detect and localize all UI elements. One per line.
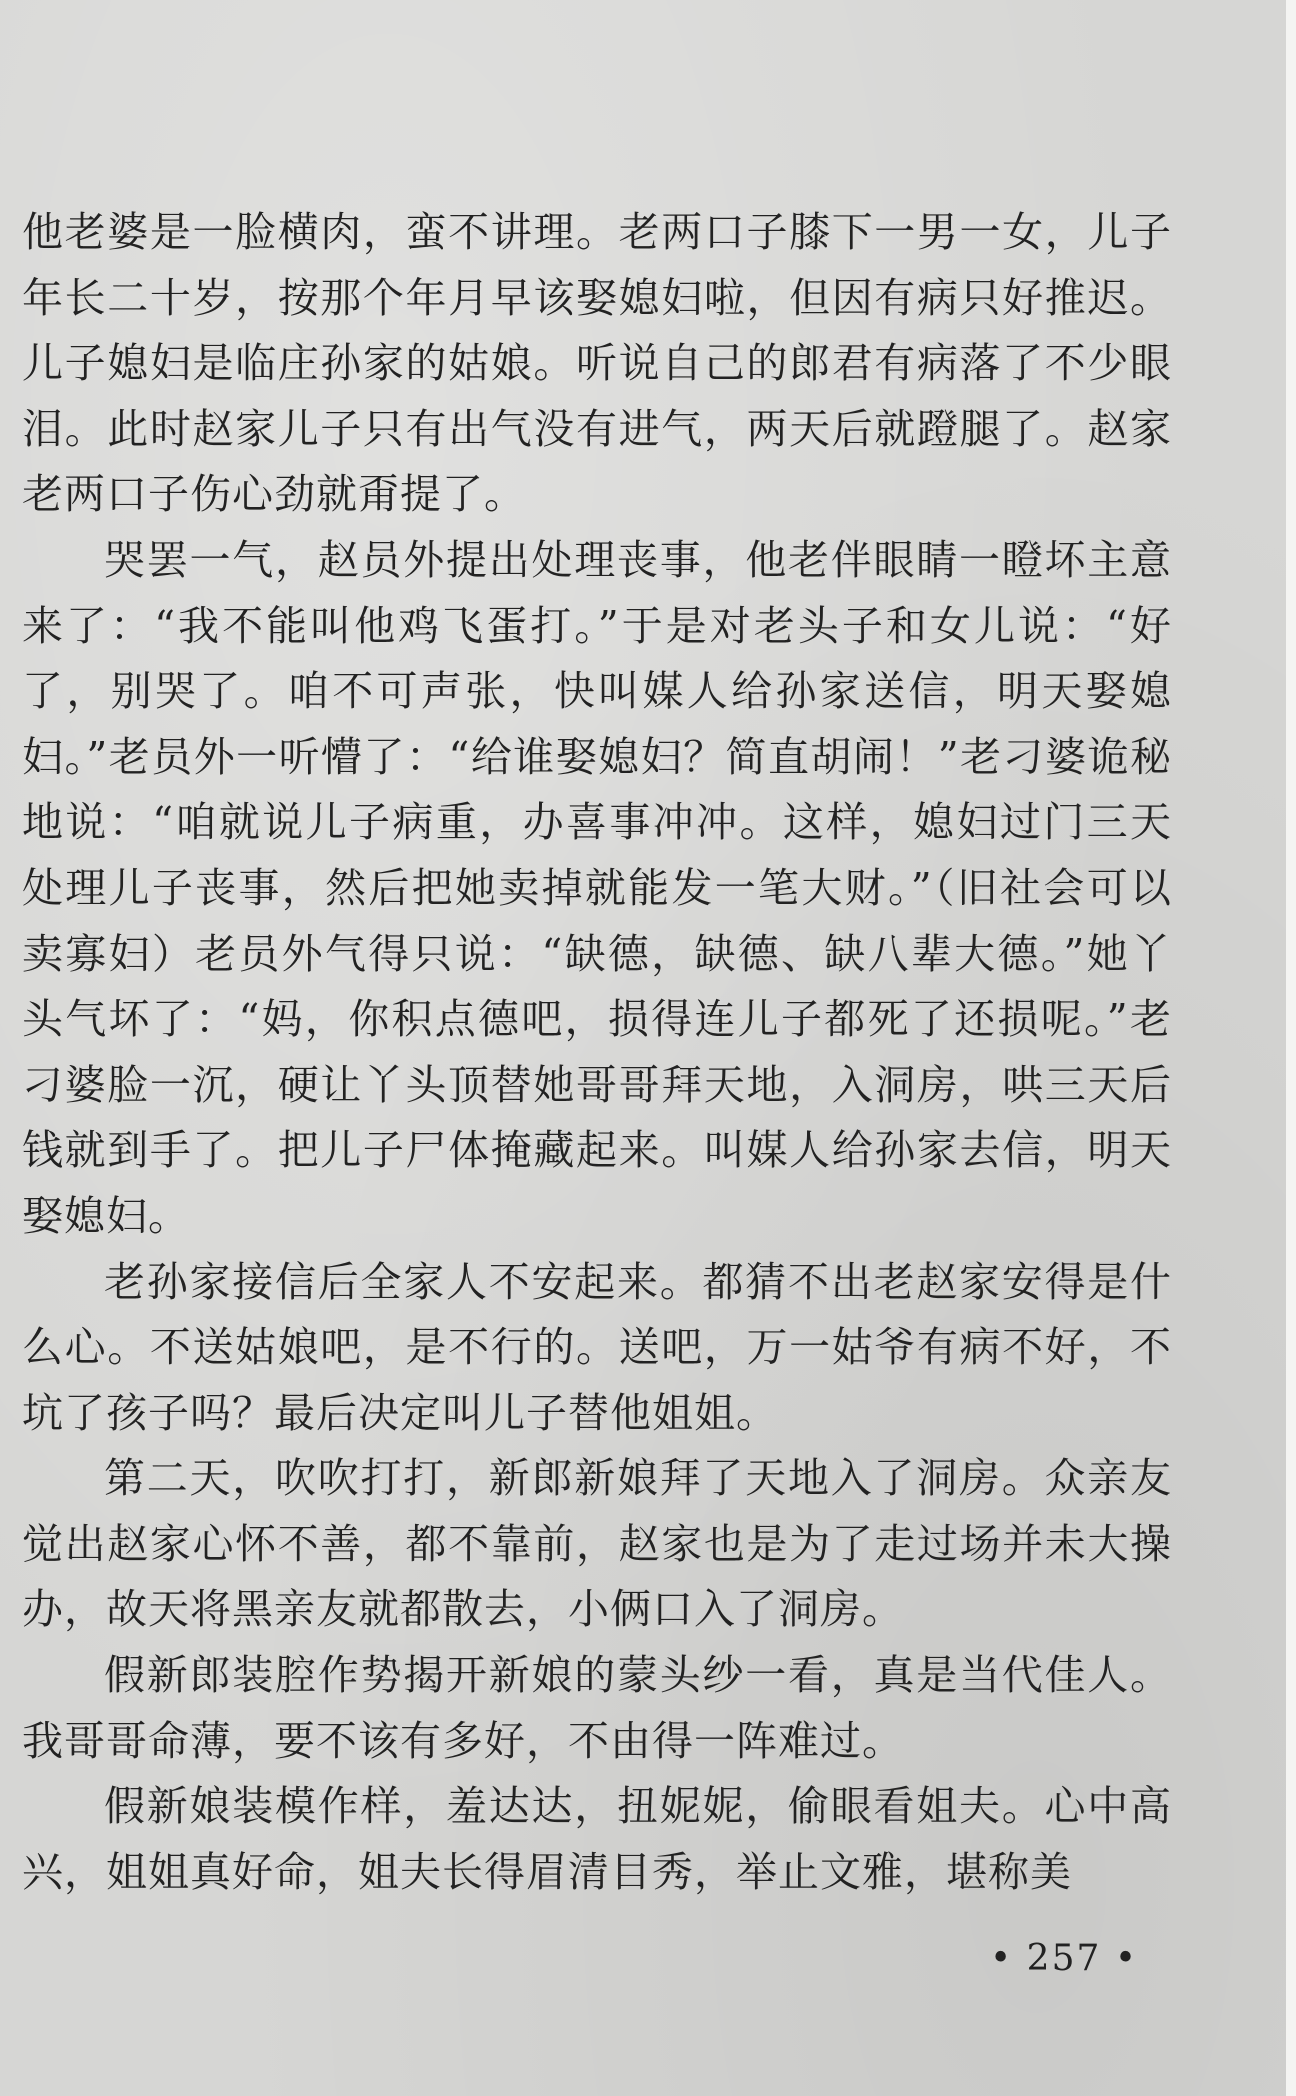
paragraph-6: 假新娘装模作样，羞达达，扭妮妮，偷眼看姐夫。心中高兴，姐姐真好命，姐夫长得眉清目秀，举止文雅，堪称美: [22, 1782, 1172, 1896]
page-number: • 257 •: [990, 1938, 1139, 1979]
paragraph-3: 老孙家接信后全家人不安起来。都猜不出老赵家安得是什么心。不送姑娘吧，是不行的。送吧，万一姑爷有病不好，不坑了孩子吗？最后决定叫儿子替他姐姐。: [22, 1257, 1172, 1437]
body-text: [22, 200, 1172, 1905]
paragraph-1: 他老婆是一脸横肉，蛮不讲理。老两口子膝下一男一女，儿子年长二十岁，按那个年月早该娶媳妇啦，但因有病只好推迟。儿子媳妇是临庄孙家的姑娘。听说自己的郎君有病落了不少眼泪。此时赵家儿子只有出气没有进气，两天后就蹬腿了。赵家老两口子伤心劲就甭提了。: [22, 208, 1172, 519]
paragraph-4: 第二天，吹吹打打，新郎新娘拜了天地入了洞房。众亲友觉出赵家心怀不善，都不靠前，赵家也是为了走过场并未大操办，故天将黑亲友就都散去，小俩口入了洞房。: [22, 1454, 1172, 1634]
page-edge: [1286, 0, 1296, 2096]
paragraph-2: 哭罢一气，赵员外提出处理丧事，他老伴眼睛一瞪坏主意来了：“我不能叫他鸡飞蛋打。”于是对老头子和女儿说：“好了，别哭了。咱不可声张，快叫媒人给孙家送信，明天娶媳妇。”老员外一听懵了：“给谁娶媳妇？简直胡闹！”老刁婆诡秘地说：“咱就说儿子病重，办喜事冲冲。这样，媳妇过门三天处理儿子丧事，然后把她卖掉就能发一笔大财。”（旧社会可以卖寡妇）老员外气得只说：“缺德，缺德、缺八辈大德。”她丫头气坏了：“妈，你积点德吧，损得连儿子都死了还损呢。”老刁婆脸一沉，硬让丫头顶替她哥哥拜天地，入洞房，哄三天后钱就到手了。把儿子尸体掩藏起来。叫媒人给孙家去信，明天娶媳妇。: [22, 535, 1172, 1240]
paragraph-5: 假新郎装腔作势揭开新娘的蒙头纱一看，真是当代佳人。我哥哥命薄，要不该有多好，不由得一阵难过。: [22, 1651, 1172, 1765]
